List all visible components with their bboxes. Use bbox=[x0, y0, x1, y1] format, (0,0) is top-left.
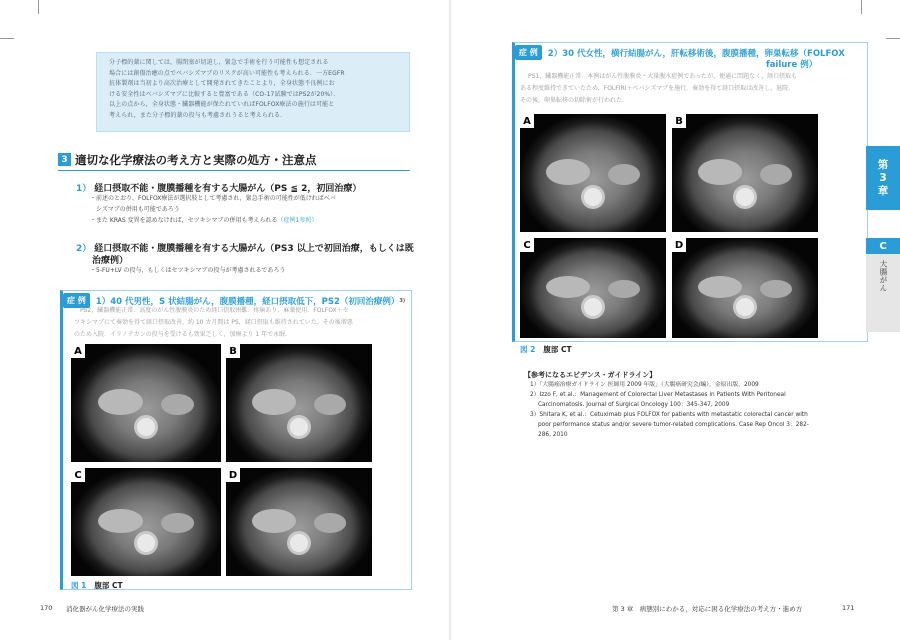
figure-panel-label: C bbox=[71, 468, 85, 482]
figure-panel-label: D bbox=[226, 468, 240, 482]
figure-panel-label: C bbox=[520, 238, 534, 252]
crop-mark bbox=[0, 38, 14, 39]
figure-panel-label: A bbox=[71, 344, 85, 358]
bullet-item bbox=[90, 216, 317, 227]
note-line: 抗体製剤は当初より高次治療として開発されてきたことより，全身状態不良例にお bbox=[109, 80, 335, 87]
figure-panel-label: D bbox=[672, 238, 686, 252]
bullet-text: ・前述のとおり，FOLFOX療法が選択肢として考慮され，緊急手術の可能性が低ければベバ bbox=[90, 195, 336, 202]
section-number: 3 bbox=[58, 153, 71, 166]
reference-item-continued: 286, 2010 bbox=[538, 432, 568, 438]
right-page-number: 171 bbox=[842, 604, 855, 612]
section-rule bbox=[58, 170, 410, 171]
figure-panel-label: B bbox=[226, 344, 240, 358]
subsection-number: 2） bbox=[76, 244, 92, 254]
ct-image bbox=[71, 344, 221, 462]
subsection-number: 1） bbox=[76, 184, 92, 194]
subsection-title: 経口摂取不能・腹膜播種を有する大腸がん（PS ≦ 2，初回治療） bbox=[94, 184, 362, 194]
left-page-number: 170 bbox=[40, 604, 53, 612]
chapter-tab-text: 章 bbox=[877, 184, 889, 197]
note-box bbox=[96, 52, 410, 132]
note-line: 以上の点から，全身状態・臓器機能が保たれていればFOLFOX療法の施行は可能と bbox=[109, 101, 335, 108]
ct-image bbox=[226, 344, 372, 462]
figure-1-caption bbox=[71, 580, 123, 591]
reference-item: 1）「大腸癌治療ガイドライン 医師用 2009 年版」（大腸癌研究会/編），金原出版，2009 bbox=[530, 382, 759, 388]
figure-title: 腹部 CT bbox=[94, 581, 123, 590]
figure-2-caption bbox=[520, 344, 572, 355]
case-superscript-ref: 3) bbox=[399, 297, 406, 304]
subsection-title: 経口摂取不能・腹膜播種を有する大腸がん（PS3 以上で初回治療，もしくは既 bbox=[94, 244, 414, 254]
crop-mark bbox=[38, 0, 39, 14]
case-desc-line: PS2，臓器機能正常．高度のがん性腹膜炎のため経口摂取困難．疼痛あり，麻薬使用．FOLFOX＋セ bbox=[80, 307, 349, 314]
case-tag: 症 例 bbox=[515, 45, 542, 60]
figure-panel-label: A bbox=[520, 114, 534, 128]
ct-image bbox=[520, 238, 666, 338]
subsection-title-continued: 治療例） bbox=[92, 256, 129, 266]
reference-item: 3）Shitara K, et al.：Cetuximab plus FOLFOX for patients with metastatic colorectal cancer with bbox=[530, 412, 808, 418]
figure-title: 腹部 CT bbox=[543, 345, 572, 354]
case-desc-line: ツキシマブにて奏効を得て経口摂取改善，約 10 カ月間は PS，経口摂取も維持されていた．その後増悪 bbox=[74, 319, 353, 326]
bullet-text: ・5-FU+LV の投与，もしくはセツキシマブの投与が考慮されるであろう bbox=[90, 267, 286, 274]
ct-image bbox=[672, 114, 818, 232]
case-title: 2）30 代女性，横行結腸がん，肝転移術後，腹膜播種，卵巣転移（FOLFOX bbox=[547, 48, 845, 59]
section-tab[interactable] bbox=[866, 238, 900, 332]
bullet-text: シズマブの併用も可能であろう bbox=[96, 206, 180, 213]
case-desc-line: のため入院．イリノテカンの投与を受けるも効果乏しく，加療より 1 年で永眠． bbox=[74, 331, 292, 338]
chapter-tab-number: 3 bbox=[879, 171, 887, 184]
chapter-tab-text: 第 bbox=[877, 158, 889, 171]
subsection-1-heading bbox=[76, 181, 361, 194]
ct-image bbox=[672, 238, 818, 338]
case-title: 1）40 代男性，S 状結腸がん，腹膜播種，経口摂取低下，PS2（初回治療例） bbox=[95, 296, 400, 307]
figure-panel-label: B bbox=[672, 114, 686, 128]
section-tab-letter: C bbox=[866, 238, 900, 254]
ct-image bbox=[226, 468, 372, 576]
case-desc-line: その後，卵巣転移の切除術が行われた． bbox=[520, 97, 629, 104]
note-line: ける安全性はベバシズマブに比較すると豊富である（CO-17試験ではPS2が20%）． bbox=[109, 90, 340, 98]
figure-number: 図 1 bbox=[71, 581, 87, 590]
section-tab-label: 大腸がん bbox=[879, 260, 888, 292]
reference-item-continued: Carcinomatosis. Journal of Surgical Oncology 100：345-347, 2009 bbox=[538, 402, 730, 408]
book-title-footer: 消化器がん化学療法の実践 bbox=[66, 605, 144, 613]
section-title: 適切な化学療法の考え方と実際の処方・注意点 bbox=[75, 152, 317, 167]
figure-number: 図 2 bbox=[520, 345, 536, 354]
case-desc-line: PS1，臓器機能正常．本例はがん性腹膜炎・大量腹水症例であったが，便通に問題なく，経口摂取も bbox=[528, 73, 798, 80]
chapter-tab[interactable] bbox=[866, 146, 900, 210]
ct-image bbox=[520, 114, 666, 232]
case-reference-link[interactable]: （症例1参照） bbox=[277, 217, 318, 224]
case-title-continued: failure 例） bbox=[766, 60, 818, 70]
page-gutter bbox=[449, 0, 451, 640]
crop-mark bbox=[886, 38, 900, 39]
note-line: 考えられ，また分子標的薬の投与も考慮されうると考えられる． bbox=[109, 111, 287, 119]
section-3-heading bbox=[58, 152, 317, 167]
chapter-footer: 第 3 章 病態別にわかる，対応に困る化学療法の考え方・進め方 bbox=[612, 605, 803, 613]
reference-item: 2）Izzo F, et al.：Management of Colorectal Liver Metastases in Patients With Peritoneal bbox=[530, 392, 786, 398]
bullet-text: ・また KRAS 変異を認めなければ，セツキシマブの併用も考えられる bbox=[90, 217, 278, 224]
note-line: 分子標的薬に関しては，腸閉塞が切迫し，緊急で手術を行う可能性も想定される bbox=[109, 59, 329, 66]
note-line: 場合には創傷治癒の点でベバシズマブのリスクが高い可能性も考えられる．一方EGFR bbox=[109, 69, 345, 77]
reference-item-continued: poor performance status and/or severe tumor-related complications. Case Rep Oncol 3：282- bbox=[538, 422, 809, 428]
crop-mark bbox=[861, 0, 862, 14]
references-title: 【参考になるエビデンス・ガイドライン】 bbox=[524, 371, 657, 379]
ct-image bbox=[71, 468, 221, 576]
case-desc-line: ある程度維持できていたため，FOLFIRI＋ベバシズマブを施行．奏効を得て経口摂取は改善し，退院． bbox=[520, 85, 795, 92]
case-tag: 症 例 bbox=[63, 293, 90, 308]
